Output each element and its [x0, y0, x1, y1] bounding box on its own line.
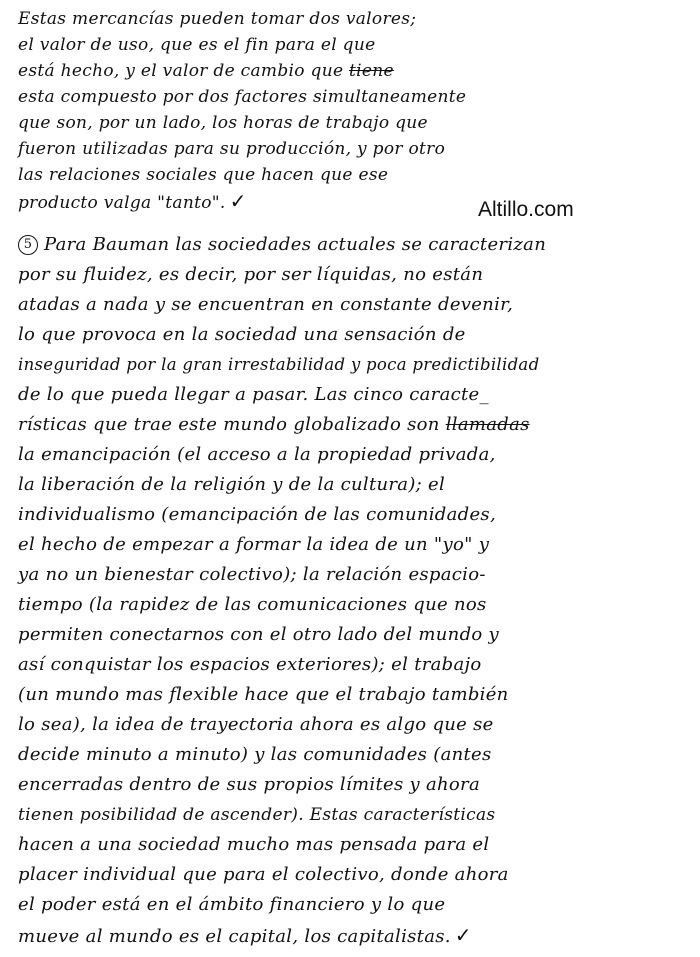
text-line: placer individual que para el colectivo, donde ahora	[18, 864, 509, 885]
text-line	[18, 920, 694, 950]
check-mark-icon: ✓	[229, 189, 247, 213]
text-line: atadas a nada y se encuentran en constante devenir,	[18, 294, 514, 315]
text-line: hacen a una sociedad mucho mas pensada para el	[18, 834, 490, 855]
text-line: el poder está en el ámbito financiero y lo que	[18, 894, 446, 915]
text-line: la emancipación (el acceso a la propiedad privada,	[18, 444, 496, 465]
text-line: individualismo (emancipación de las comunidades,	[18, 504, 496, 525]
text-line: esta compuesto por dos factores simultaneamente	[18, 87, 467, 107]
text-line: el hecho de empezar a formar la idea de un "yo" y	[18, 534, 490, 555]
check-mark-icon: ✓	[454, 923, 472, 947]
text-line: ya no un bienestar colectivo); la relación espacio-	[18, 564, 486, 585]
text-line: encerradas dentro de sus propios límites y ahora	[18, 774, 480, 795]
text-line: tiempo (la rapidez de las comunicaciones que nos	[18, 594, 487, 615]
text-line: así conquistar los espacios exteriores); el trabajo	[18, 654, 482, 675]
answer-5-paragraph	[18, 230, 694, 950]
text-line: las relaciones sociales que hacen que ese	[18, 165, 389, 185]
text-line-content: está hecho, y el valor de cambio que	[18, 61, 344, 81]
struck-word: llamadas	[445, 414, 530, 435]
text-line-content: mueve al mundo es el capital, los capitalistas.	[18, 926, 451, 947]
text-line	[18, 230, 694, 260]
text-line-content: producto valga "tanto".	[18, 193, 226, 213]
text-line: fueron utilizadas para su producción, y por otro	[18, 139, 446, 159]
text-line: decide minuto a minuto) y las comunidades (antes	[18, 744, 492, 765]
text-line: tienen posibilidad de ascender). Estas características	[18, 805, 496, 825]
text-line: lo sea), la idea de trayectoria ahora es algo que se	[18, 714, 494, 735]
text-line: lo que provoca en la sociedad una sensación de	[18, 324, 466, 345]
text-line: la liberación de la religión y de la cultura); el	[18, 474, 446, 495]
text-line: por su fluidez, es decir, por ser líquidas, no están	[18, 264, 484, 285]
top-paragraph	[18, 6, 694, 214]
text-line: (un mundo mas flexible hace que el trabajo también	[18, 684, 509, 705]
text-line	[18, 410, 694, 440]
text-line: el valor de uso, que es el fin para el que	[18, 35, 376, 55]
struck-word: tiene	[349, 61, 394, 81]
text-line: Estas mercancías pueden tomar dos valores;	[18, 9, 417, 29]
watermark: Altillo.com	[478, 198, 574, 221]
text-line: de lo que pueda llegar a pasar. Las cinco caracte_	[18, 384, 489, 405]
question-number-circle: 5	[18, 235, 38, 255]
text-line-content: rísticas que trae este mundo globalizado son	[18, 414, 440, 435]
text-line	[18, 58, 694, 84]
text-line	[18, 188, 694, 214]
text-line: que son, por un lado, los horas de trabajo que	[18, 113, 428, 133]
text-line: permiten conectarnos con el otro lado del mundo y	[18, 624, 500, 645]
text-line-content: Para Bauman las sociedades actuales se caracterizan	[44, 234, 547, 255]
text-line: inseguridad por la gran irrestabilidad y poca predictibilidad	[18, 355, 540, 374]
